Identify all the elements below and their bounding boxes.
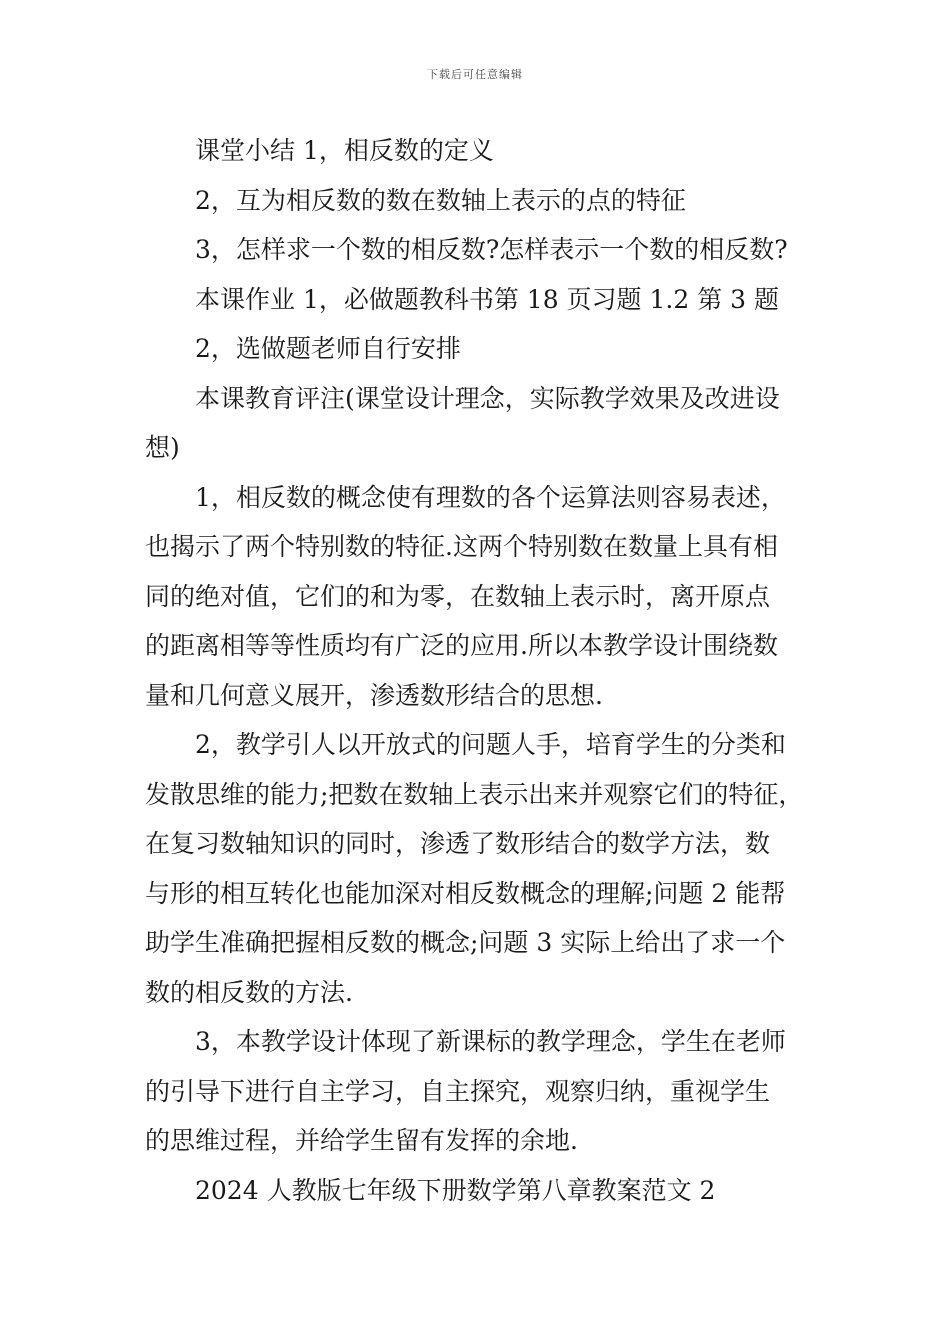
summary-line-2: 2，互为相反数的数在数轴上表示的点的特征 (195, 185, 686, 215)
paragraph-line: 2，教学引人以开放式的问题人手，培育学生的分类和 (195, 730, 786, 759)
paragraph-line: 的思维过程，并给学生留有发挥的余地. (145, 1126, 578, 1155)
paragraph-line: 在复习数轴知识的同时，渗透了数形结合的数学方法，数 (145, 829, 771, 858)
paragraph-line: 的引导下进行自主学习，自主探究，观察归纳，重视学生 (145, 1076, 771, 1106)
header-note: 下载后可任意编辑 (427, 68, 523, 81)
paragraph-line: 的距离相等等性质均有广泛的应用.所以本教学设计围绕数 (145, 631, 778, 660)
summary-line-3: 3，怎样求一个数的相反数?怎样表示一个数的相反数? (195, 235, 788, 264)
paragraph-line: 量和几何意义展开，渗透数形结合的思想. (145, 680, 603, 710)
paragraph-line: 发散思维的能力;把数在数轴上表示出来并观察它们的特征， (145, 779, 804, 809)
paragraph-line: 也揭示了两个特别数的特征.这两个特别数在数量上具有相 (145, 532, 778, 561)
review-paragraph-2 (145, 720, 810, 1017)
review-paragraph-3 (145, 1017, 810, 1166)
homework-line-2: 2，选做题老师自行安排 (195, 334, 461, 363)
document-body (145, 126, 810, 1215)
summary-line-1: 课堂小结 1，相反数的定义 (195, 136, 494, 165)
review-heading-line-1: 本课教育评注(课堂设计理念，实际教学效果及改进设 (195, 383, 780, 413)
paragraph-line: 数的相反数的方法. (145, 977, 353, 1007)
homework-line-1: 本课作业 1，必做题教科书第 18 页习题 1.2 第 3 题 (195, 284, 780, 314)
review-paragraph-1 (145, 473, 810, 721)
paragraph-line: 助学生准确把握相反数的概念;问题 3 实际上给出了求一个 (145, 928, 786, 957)
paragraph-line: 3，本教学设计体现了新课标的教学理念，学生在老师 (195, 1027, 786, 1056)
next-section-title: 2024 人教版七年级下册数学第八章教案范文 2 (195, 1175, 716, 1205)
review-heading-line-2: 想) (145, 433, 180, 462)
paragraph-line: 与形的相互转化也能加深对相反数概念的理解;问题 2 能帮 (145, 878, 786, 908)
paragraph-line: 同的绝对值，它们的和为零，在数轴上表示时，离开原点 (145, 581, 771, 611)
paragraph-line: 1，相反数的概念使有理数的各个运算法则容易表述， (195, 482, 786, 512)
